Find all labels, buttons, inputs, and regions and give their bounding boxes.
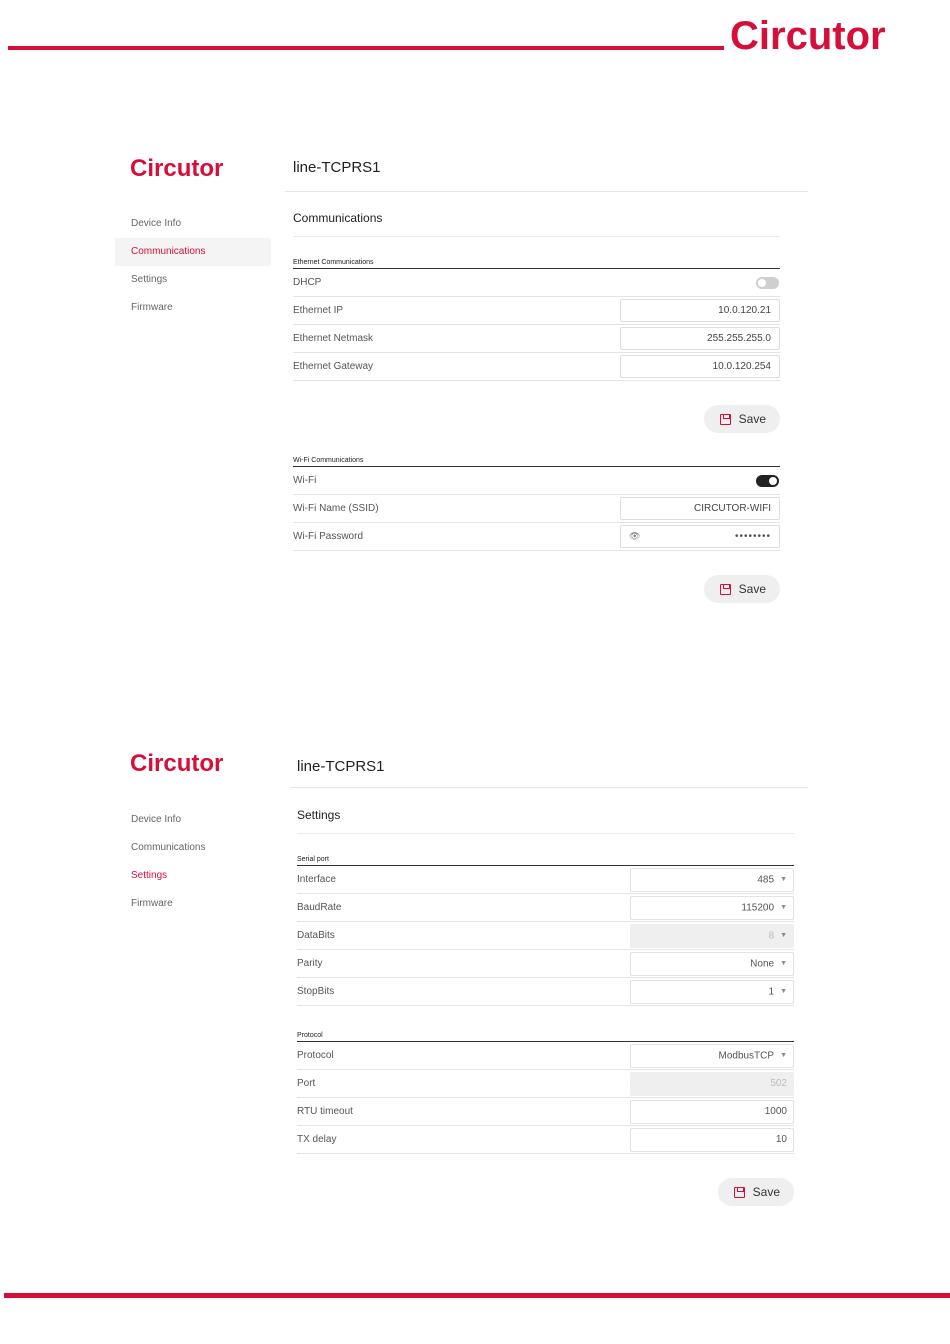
- sidebar-item-device-info[interactable]: Device Info: [131, 218, 182, 229]
- serial-section-title: Serial port: [297, 856, 794, 866]
- databits-label: DataBits: [297, 930, 335, 941]
- save-icon: [720, 584, 731, 595]
- ethernet-ip-label: Ethernet IP: [293, 305, 344, 316]
- sidebar-item-firmware[interactable]: Firmware: [131, 302, 173, 313]
- ethernet-section-title: Ethernet Communications: [293, 259, 780, 269]
- baudrate-select[interactable]: [630, 896, 794, 920]
- tx-delay-row: [297, 1126, 794, 1154]
- wifi-ssid-input[interactable]: CIRCUTOR-WIFI: [620, 497, 780, 520]
- stopbits-value: 1: [768, 986, 775, 998]
- wifi-label: Wi-Fi: [293, 475, 317, 486]
- wifi-section-title: Wi-Fi Communications: [293, 457, 780, 467]
- device-name: line-TCPRS1: [293, 159, 381, 176]
- baudrate-value: 115200: [741, 902, 775, 914]
- ethernet-netmask-row: [293, 325, 780, 353]
- wifi-row: [293, 467, 780, 495]
- footer-rule: [4, 1293, 950, 1298]
- sidebar-item-communications[interactable]: Communications: [115, 238, 271, 266]
- chevron-down-icon: ▼: [780, 931, 787, 939]
- stopbits-label: StopBits: [297, 986, 335, 997]
- chevron-down-icon: ▼: [780, 875, 787, 883]
- sidebar-item-settings[interactable]: Settings: [131, 870, 168, 881]
- ethernet-netmask-input[interactable]: 255.255.255.0: [620, 327, 780, 350]
- communications-panel: [293, 205, 780, 603]
- settings-save-button[interactable]: [718, 1178, 794, 1206]
- databits-row: [297, 922, 794, 950]
- eye-icon[interactable]: 👁: [629, 531, 641, 541]
- wifi-toggle[interactable]: [756, 475, 779, 487]
- port-label: Port: [297, 1078, 316, 1089]
- databits-select: [630, 924, 794, 948]
- parity-value: None: [750, 958, 775, 970]
- app-logo: Circutor: [130, 155, 224, 182]
- header-divider: [290, 787, 808, 788]
- ethernet-save-wrap: [293, 405, 780, 433]
- settings-panel: [297, 802, 794, 1206]
- protocol-value: ModbusTCP: [718, 1050, 775, 1062]
- settings-save-label: Save: [752, 1185, 780, 1199]
- chevron-down-icon: ▼: [780, 903, 787, 911]
- app-logo: Circutor: [130, 750, 224, 777]
- chevron-down-icon: ▼: [780, 987, 787, 995]
- protocol-label: Protocol: [297, 1050, 334, 1061]
- stopbits-select[interactable]: [630, 980, 794, 1004]
- settings-screenshot: [115, 750, 808, 1230]
- baudrate-row: [297, 894, 794, 922]
- port-row: [297, 1070, 794, 1098]
- ethernet-gateway-label: Ethernet Gateway: [293, 361, 374, 372]
- protocol-select[interactable]: [630, 1044, 794, 1068]
- interface-row: [297, 866, 794, 894]
- panel-title: Settings: [297, 802, 794, 834]
- sidebar-item-firmware[interactable]: Firmware: [131, 898, 173, 909]
- tx-delay-input[interactable]: 10: [630, 1128, 794, 1152]
- chevron-down-icon: ▼: [780, 1051, 787, 1059]
- parity-row: [297, 950, 794, 978]
- rtu-timeout-row: [297, 1098, 794, 1126]
- circutor-logo: Circutor: [730, 14, 886, 58]
- databits-value: 8: [768, 930, 775, 942]
- tx-delay-label: TX delay: [297, 1134, 337, 1145]
- ethernet-netmask-label: Ethernet Netmask: [293, 333, 374, 344]
- wifi-ssid-row: [293, 495, 780, 523]
- wifi-password-row: [293, 523, 780, 551]
- interface-select[interactable]: [630, 868, 794, 892]
- device-name: line-TCPRS1: [297, 758, 385, 775]
- baudrate-label: BaudRate: [297, 902, 342, 913]
- wifi-password-label: Wi-Fi Password: [293, 531, 364, 542]
- settings-save-wrap: [297, 1178, 794, 1206]
- sidebar-item-settings[interactable]: Settings: [131, 274, 168, 285]
- ethernet-ip-input[interactable]: 10.0.120.21: [620, 299, 780, 322]
- wifi-ssid-label: Wi-Fi Name (SSID): [293, 503, 379, 514]
- save-icon: [720, 414, 731, 425]
- interface-value: 485: [757, 874, 775, 886]
- ethernet-gateway-row: [293, 353, 780, 381]
- dhcp-toggle[interactable]: [756, 277, 779, 289]
- sidebar-item-communications[interactable]: Communications: [131, 842, 206, 853]
- sidebar-item-device-info[interactable]: Device Info: [131, 814, 182, 825]
- rtu-timeout-label: RTU timeout: [297, 1106, 353, 1117]
- protocol-section-title: Protocol: [297, 1032, 794, 1042]
- ethernet-save-button[interactable]: [704, 405, 780, 433]
- wifi-password-input[interactable]: [620, 525, 780, 548]
- chevron-down-icon: ▼: [780, 959, 787, 967]
- port-input: 502: [630, 1072, 794, 1096]
- protocol-row: [297, 1042, 794, 1070]
- header-divider: [285, 191, 808, 192]
- ethernet-save-label: Save: [738, 412, 766, 426]
- stopbits-row: [297, 978, 794, 1006]
- sidebar-nav: [115, 806, 271, 918]
- panel-title: Communications: [293, 205, 780, 237]
- password-mask: ••••••••: [734, 531, 771, 542]
- parity-select[interactable]: [630, 952, 794, 976]
- save-icon: [734, 1187, 745, 1198]
- communications-screenshot: [115, 155, 808, 625]
- parity-label: Parity: [297, 958, 323, 969]
- wifi-save-label: Save: [738, 582, 766, 596]
- dhcp-label: DHCP: [293, 277, 322, 288]
- header-rule: [8, 46, 724, 50]
- dhcp-row: [293, 269, 780, 297]
- sidebar-nav: [115, 210, 271, 322]
- interface-label: Interface: [297, 874, 336, 885]
- wifi-save-wrap: [293, 575, 780, 603]
- rtu-timeout-input[interactable]: 1000: [630, 1100, 794, 1124]
- ethernet-gateway-input[interactable]: 10.0.120.254: [620, 355, 780, 378]
- ethernet-ip-row: [293, 297, 780, 325]
- wifi-save-button[interactable]: [704, 575, 780, 603]
